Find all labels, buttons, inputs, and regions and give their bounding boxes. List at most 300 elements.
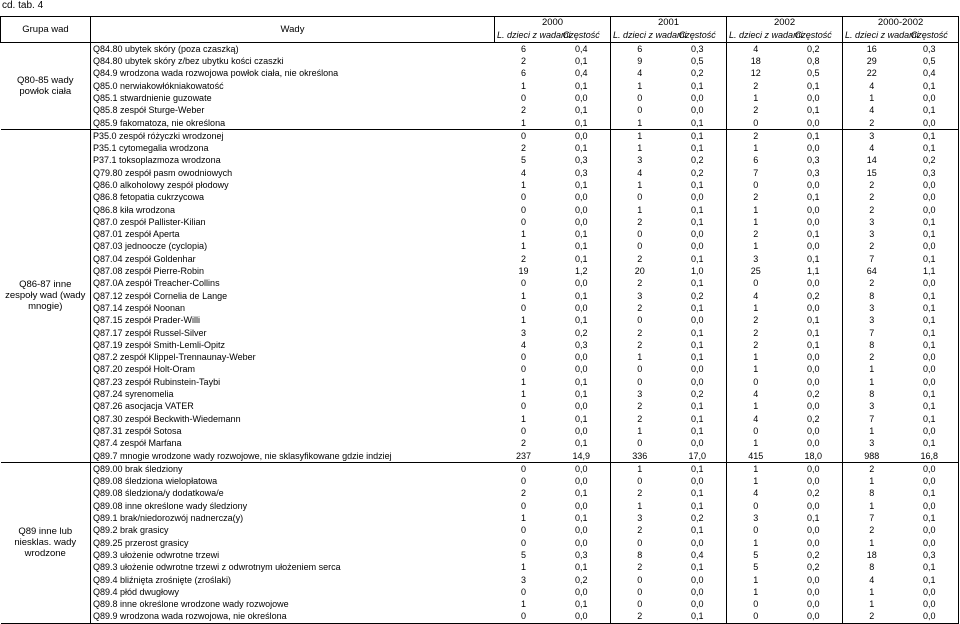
table-caption: cd. tab. 4 (2, 0, 44, 11)
frequency-cell: 0,0 (669, 92, 727, 104)
frequency-cell: 0,2 (785, 487, 843, 499)
count-cell: 2 (753, 105, 759, 116)
count-cell: 7 (869, 327, 875, 338)
frequency-cell: 0,2 (785, 413, 843, 425)
count-cell: 6 (520, 68, 526, 79)
count-cell: 1 (753, 92, 759, 103)
count-cell: 1 (869, 599, 875, 610)
frequency-cell: 0,0 (553, 302, 611, 314)
defect-name: Q87.04 zespół Goldenhar (91, 253, 495, 265)
table-row (1, 437, 959, 449)
frequency-cell: 0,0 (669, 314, 727, 326)
count-cell: 8 (869, 562, 875, 573)
frequency-cell: 0,0 (669, 437, 727, 449)
frequency-cell: 0,0 (553, 462, 611, 475)
frequency-cell: 0,0 (553, 203, 611, 215)
defect-name: Q89.08 śledziona wielopłatowa (91, 475, 495, 487)
frequency-cell: 0,3 (901, 549, 959, 561)
table-row (1, 351, 959, 363)
frequency-cell: 0,0 (901, 92, 959, 104)
count-cell: 3 (637, 513, 643, 524)
frequency-cell: 0,0 (553, 277, 611, 289)
table-row (1, 216, 959, 228)
table-row (1, 573, 959, 585)
count-cell: 4 (637, 68, 643, 79)
count-cell: 1 (520, 376, 526, 387)
table-row (1, 512, 959, 524)
frequency-cell: 0,0 (785, 216, 843, 228)
table-row (1, 142, 959, 154)
count-cell: 0 (727, 116, 785, 129)
frequency-cell: 0,0 (785, 116, 843, 129)
frequency-cell: 0,0 (785, 462, 843, 475)
frequency-cell: 0,1 (553, 413, 611, 425)
count-cell: 1 (869, 537, 875, 548)
table-row (1, 55, 959, 67)
count-cell: 2 (520, 253, 526, 264)
count-cell: 18 (866, 549, 877, 560)
count-cell: 2 (520, 488, 526, 499)
frequency-cell: 1,1 (901, 265, 959, 277)
count-cell: 3 (869, 216, 875, 227)
frequency-cell: 0,1 (669, 302, 727, 314)
defect-name: Q89.00 brak śledziony (91, 462, 495, 475)
table-row (1, 314, 959, 326)
count-cell: 2 (843, 116, 901, 129)
frequency-cell: 0,1 (669, 326, 727, 338)
count-cell: 1 (869, 476, 875, 487)
count-cell: 2 (869, 241, 875, 252)
table-row (1, 67, 959, 79)
count-cell: 2 (637, 401, 643, 412)
frequency-cell: 0,1 (669, 203, 727, 215)
defect-name: Q86.8 kiła wrodzona (91, 203, 495, 215)
count-cell: 8 (869, 339, 875, 350)
count-cell: 1 (637, 180, 643, 190)
count-cell: 0 (520, 425, 526, 436)
count-cell: 5 (753, 562, 759, 573)
defect-name: Q79.80 zespół pasm owodniowych (91, 167, 495, 179)
count-cell: 1 (753, 401, 759, 412)
defect-name: Q87.0A zespół Treacher-Collins (91, 277, 495, 289)
count-cell: 29 (866, 56, 877, 67)
frequency-cell: 0,1 (669, 610, 727, 623)
table-row (1, 561, 959, 573)
count-cell: 3 (520, 327, 526, 338)
table-row (1, 536, 959, 548)
count-cell: 0 (637, 92, 643, 103)
table-row (1, 339, 959, 351)
group-label: Q89 inne lub niesklas. wady wrodzone (1, 462, 91, 623)
frequency-cell: 0,1 (553, 388, 611, 400)
frequency-cell: 0,0 (669, 240, 727, 252)
count-cell: 2 (753, 315, 759, 326)
count-cell: 0 (637, 537, 643, 548)
count-cell: 18 (750, 56, 761, 67)
count-cell: 2 (753, 327, 759, 338)
frequency-cell: 0,1 (785, 79, 843, 91)
frequency-cell: 1,0 (669, 265, 727, 277)
count-cell: 64 (866, 266, 877, 277)
count-cell: 1 (520, 389, 526, 400)
frequency-cell: 0,2 (785, 388, 843, 400)
count-cell: 0 (520, 463, 526, 474)
frequency-cell: 0,0 (669, 376, 727, 388)
count-cell: 1 (637, 500, 643, 511)
frequency-cell: 0,3 (901, 167, 959, 179)
frequency-cell: 0,0 (553, 475, 611, 487)
count-cell: 3 (637, 155, 643, 166)
count-cell: 1 (753, 302, 759, 313)
frequency-cell: 0,0 (785, 363, 843, 375)
header-year-total: 2000-2002 (843, 17, 959, 30)
frequency-cell: 0,0 (785, 203, 843, 215)
count-cell: 3 (753, 253, 759, 264)
frequency-cell: 0,2 (669, 512, 727, 524)
count-cell: 0 (637, 229, 643, 240)
frequency-cell: 0,3 (669, 42, 727, 55)
table-row (1, 116, 959, 129)
count-cell: 8 (869, 389, 875, 400)
frequency-cell: 0,1 (553, 598, 611, 610)
count-cell: 0 (520, 278, 526, 289)
frequency-cell: 0,0 (669, 536, 727, 548)
count-cell: 1 (520, 513, 526, 524)
frequency-cell: 0,3 (553, 339, 611, 351)
frequency-cell: 0,1 (553, 179, 611, 191)
frequency-cell: 0,1 (785, 253, 843, 265)
count-cell: 0 (520, 500, 526, 511)
frequency-cell: 0,2 (553, 326, 611, 338)
count-cell: 2 (637, 562, 643, 573)
count-cell: 2 (637, 216, 643, 227)
table-row (1, 524, 959, 536)
table-row (1, 500, 959, 512)
frequency-cell: 0,1 (553, 253, 611, 265)
count-cell: 0 (753, 525, 759, 536)
count-cell: 415 (727, 449, 785, 462)
count-cell: 2 (869, 192, 875, 203)
frequency-cell: 0,5 (901, 55, 959, 67)
count-cell: 1 (520, 180, 526, 190)
count-cell: 336 (611, 449, 669, 462)
frequency-cell: 0,1 (669, 425, 727, 437)
count-cell: 1 (753, 586, 759, 597)
frequency-cell: 0,1 (553, 290, 611, 302)
count-cell: 2 (869, 278, 875, 289)
frequency-cell: 0,0 (785, 500, 843, 512)
subheader-frequency: Częstość (669, 29, 727, 42)
defect-name: Q87.2 zespół Klippel-Trennaunay-Weber (91, 351, 495, 363)
frequency-cell: 0,1 (669, 79, 727, 91)
table-row (1, 376, 959, 388)
table-row (1, 326, 959, 338)
table-row (1, 203, 959, 215)
table-row (1, 290, 959, 302)
count-cell: 8 (869, 290, 875, 301)
frequency-cell: 0,0 (669, 228, 727, 240)
frequency-cell: 0,1 (901, 228, 959, 240)
count-cell: 2 (869, 180, 875, 190)
defect-name: Q89.4 płód dwugłowy (91, 586, 495, 598)
count-cell: 6 (520, 43, 526, 54)
count-cell: 9 (637, 56, 643, 67)
frequency-cell: 0,1 (669, 500, 727, 512)
frequency-cell: 0,0 (901, 475, 959, 487)
frequency-cell: 0,0 (785, 598, 843, 610)
frequency-cell: 0,1 (901, 400, 959, 412)
defect-name: P35.1 cytomegalia wrodzona (91, 142, 495, 154)
count-cell: 0 (637, 476, 643, 487)
table-row (1, 462, 959, 475)
frequency-cell: 0,0 (901, 425, 959, 437)
count-cell: 0 (520, 302, 526, 313)
count-cell: 3 (520, 574, 526, 585)
count-cell: 2 (611, 610, 669, 623)
count-cell: 4 (753, 413, 759, 424)
table-row (1, 425, 959, 437)
frequency-cell: 0,0 (901, 536, 959, 548)
table-row (1, 42, 959, 55)
frequency-cell: 0,1 (901, 253, 959, 265)
frequency-cell: 0,2 (785, 549, 843, 561)
count-cell: 6 (753, 155, 759, 166)
table-row (1, 265, 959, 277)
frequency-cell: 0,1 (901, 79, 959, 91)
count-cell: 1 (753, 204, 759, 215)
subheader-count: L. dzieci z wadami (611, 29, 669, 42)
table-row (1, 253, 959, 265)
frequency-cell: 0,1 (669, 253, 727, 265)
table-row (1, 598, 959, 610)
frequency-cell: 0,0 (901, 376, 959, 388)
defect-name: Q87.23 zespół Rubinstein-Taybi (91, 376, 495, 388)
frequency-cell: 0,1 (553, 55, 611, 67)
count-cell: 0 (520, 586, 526, 597)
frequency-cell: 0,1 (901, 314, 959, 326)
count-cell: 1 (520, 290, 526, 301)
frequency-cell: 0,8 (785, 55, 843, 67)
count-cell: 2 (637, 253, 643, 264)
frequency-cell: 0,1 (553, 104, 611, 116)
table-row (1, 92, 959, 104)
count-cell: 6 (637, 43, 643, 54)
frequency-cell: 0,0 (553, 191, 611, 203)
subheader-frequency: Częstość (901, 29, 959, 42)
count-cell: 14 (866, 155, 877, 166)
defect-name: Q87.30 zespół Beckwith-Wiedemann (91, 413, 495, 425)
frequency-cell: 0,1 (785, 129, 843, 142)
frequency-cell: 0,0 (901, 586, 959, 598)
count-cell: 1 (637, 80, 643, 91)
count-cell: 0 (520, 352, 526, 363)
table-row (1, 191, 959, 203)
header-year-2002: 2002 (727, 17, 843, 30)
frequency-cell: 14,9 (553, 449, 611, 462)
count-cell: 25 (750, 266, 761, 277)
frequency-cell: 0,0 (901, 598, 959, 610)
defect-name: Q85.8 zespół Sturge-Weber (91, 104, 495, 116)
table-row (1, 129, 959, 142)
count-cell: 1 (869, 364, 875, 375)
count-cell: 1 (520, 599, 526, 610)
count-cell: 0 (520, 476, 526, 487)
count-cell: 0 (637, 574, 643, 585)
count-cell: 2 (520, 56, 526, 67)
frequency-cell: 0,0 (785, 92, 843, 104)
frequency-cell: 0,0 (669, 475, 727, 487)
frequency-cell: 0,0 (553, 351, 611, 363)
frequency-cell: 0,1 (669, 142, 727, 154)
count-cell: 3 (637, 290, 643, 301)
count-cell: 0 (637, 315, 643, 326)
frequency-cell: 0,4 (553, 67, 611, 79)
count-cell: 1 (520, 413, 526, 424)
frequency-cell: 0,2 (669, 167, 727, 179)
count-cell: 4 (753, 488, 759, 499)
defect-name: Q87.14 zespół Noonan (91, 302, 495, 314)
frequency-cell: 0,1 (901, 437, 959, 449)
frequency-cell: 0,1 (553, 561, 611, 573)
frequency-cell: 0,1 (901, 561, 959, 573)
count-cell: 1 (869, 500, 875, 511)
frequency-cell: 0,0 (785, 142, 843, 154)
frequency-cell: 0,1 (901, 573, 959, 585)
header-group: Grupa wad (1, 17, 91, 43)
count-cell: 20 (634, 266, 645, 277)
count-cell: 8 (869, 488, 875, 499)
frequency-cell: 0,0 (901, 500, 959, 512)
defect-name: Q85.0 nerwiakowłókniakowatość (91, 79, 495, 91)
defects-table (0, 16, 959, 624)
count-cell: 0 (520, 92, 526, 103)
defect-name: Q87.08 zespół Pierre-Robin (91, 265, 495, 277)
frequency-cell: 0,1 (669, 561, 727, 573)
count-cell: 3 (869, 438, 875, 449)
frequency-cell: 0,0 (553, 425, 611, 437)
count-cell: 1 (637, 130, 643, 141)
frequency-cell: 0,0 (553, 92, 611, 104)
count-cell: 1 (520, 229, 526, 240)
count-cell: 1 (869, 92, 875, 103)
defect-name: Q87.12 zespół Cornelia de Lange (91, 290, 495, 302)
frequency-cell: 0,2 (785, 561, 843, 573)
defect-name: Q87.19 zespół Smith-Lemli-Opitz (91, 339, 495, 351)
count-cell: 2 (520, 105, 526, 116)
count-cell: 2 (637, 278, 643, 289)
defect-name: Q87.4 zespół Marfana (91, 437, 495, 449)
count-cell: 16 (866, 43, 877, 54)
defect-name: Q86.8 fetopatia cukrzycowa (91, 191, 495, 203)
frequency-cell: 0,1 (785, 339, 843, 351)
count-cell: 988 (843, 449, 901, 462)
frequency-cell: 0,1 (553, 376, 611, 388)
count-cell: 3 (637, 389, 643, 400)
defect-name: Q89.4 bliźnięta zrośnięte (zroślaki) (91, 573, 495, 585)
count-cell: 0 (637, 599, 643, 610)
frequency-cell: 0,0 (785, 400, 843, 412)
frequency-cell: 0,1 (901, 104, 959, 116)
frequency-cell: 0,3 (901, 42, 959, 55)
count-cell: 1 (753, 143, 759, 154)
defect-name: Q84.80 ubytek skóry z/bez ubytku kości czaszki (91, 55, 495, 67)
table-row (1, 413, 959, 425)
frequency-cell: 0,1 (669, 179, 727, 191)
frequency-cell: 0,0 (553, 610, 611, 623)
count-cell: 1 (520, 315, 526, 326)
frequency-cell: 0,2 (785, 290, 843, 302)
frequency-cell: 0,2 (669, 388, 727, 400)
count-cell: 3 (869, 229, 875, 240)
count-cell: 0 (520, 364, 526, 375)
frequency-cell: 0,1 (669, 413, 727, 425)
table-row (1, 449, 959, 462)
frequency-cell: 0,1 (785, 512, 843, 524)
count-cell: 2 (520, 143, 526, 154)
count-cell: 2 (869, 525, 875, 536)
count-cell: 3 (869, 130, 875, 141)
frequency-cell: 0,1 (669, 129, 727, 142)
defect-name: Q87.20 zespół Holt-Oram (91, 363, 495, 375)
count-cell: 3 (869, 315, 875, 326)
frequency-cell: 0,1 (901, 216, 959, 228)
frequency-cell: 0,0 (901, 351, 959, 363)
frequency-cell: 0,1 (553, 116, 611, 129)
table-row (1, 79, 959, 91)
count-cell: 1 (869, 586, 875, 597)
frequency-cell: 0,1 (785, 326, 843, 338)
frequency-cell: 0,5 (785, 67, 843, 79)
group-label: Q80-85 wady powłok ciała (1, 42, 91, 129)
count-cell: 5 (753, 549, 759, 560)
count-cell: 1 (753, 438, 759, 449)
defect-name: Q89.2 brak grasicy (91, 524, 495, 536)
frequency-cell: 0,0 (553, 524, 611, 536)
frequency-cell: 0,1 (553, 228, 611, 240)
count-cell: 7 (869, 413, 875, 424)
count-cell: 0 (753, 599, 759, 610)
count-cell: 2 (637, 339, 643, 350)
count-cell: 0 (637, 105, 643, 116)
table-row (1, 400, 959, 412)
count-cell: 1 (753, 476, 759, 487)
defect-name: Q87.03 jednoocze (cyclopia) (91, 240, 495, 252)
count-cell: 1 (753, 463, 759, 474)
count-cell: 237 (495, 449, 553, 462)
subheader-frequency: Częstość (553, 29, 611, 42)
frequency-cell: 0,1 (553, 512, 611, 524)
count-cell: 0 (637, 438, 643, 449)
count-cell: 1 (753, 537, 759, 548)
count-cell: 2 (637, 525, 643, 536)
defect-name: Q84.9 wrodzona wada rozwojowa powłok ciała, nie określona (91, 67, 495, 79)
count-cell: 22 (866, 68, 877, 79)
frequency-cell: 0,0 (669, 573, 727, 585)
table-row (1, 586, 959, 598)
defect-name: Q89.3 ułożenie odwrotne trzewi (91, 549, 495, 561)
defect-name: Q87.31 zespół Sotosa (91, 425, 495, 437)
frequency-cell: 0,0 (553, 586, 611, 598)
frequency-cell: 0,1 (669, 462, 727, 475)
count-cell: 1 (869, 425, 875, 436)
defect-name: Q86.0 alkoholowy zespół płodowy (91, 179, 495, 191)
count-cell: 0 (637, 241, 643, 252)
defect-name: Q89.25 przerost grasicy (91, 536, 495, 548)
defect-name: Q89.1 brak/niedorozwój nadnercza(y) (91, 512, 495, 524)
count-cell: 2 (753, 339, 759, 350)
count-cell: 0 (753, 376, 759, 387)
count-cell: 1 (637, 204, 643, 215)
